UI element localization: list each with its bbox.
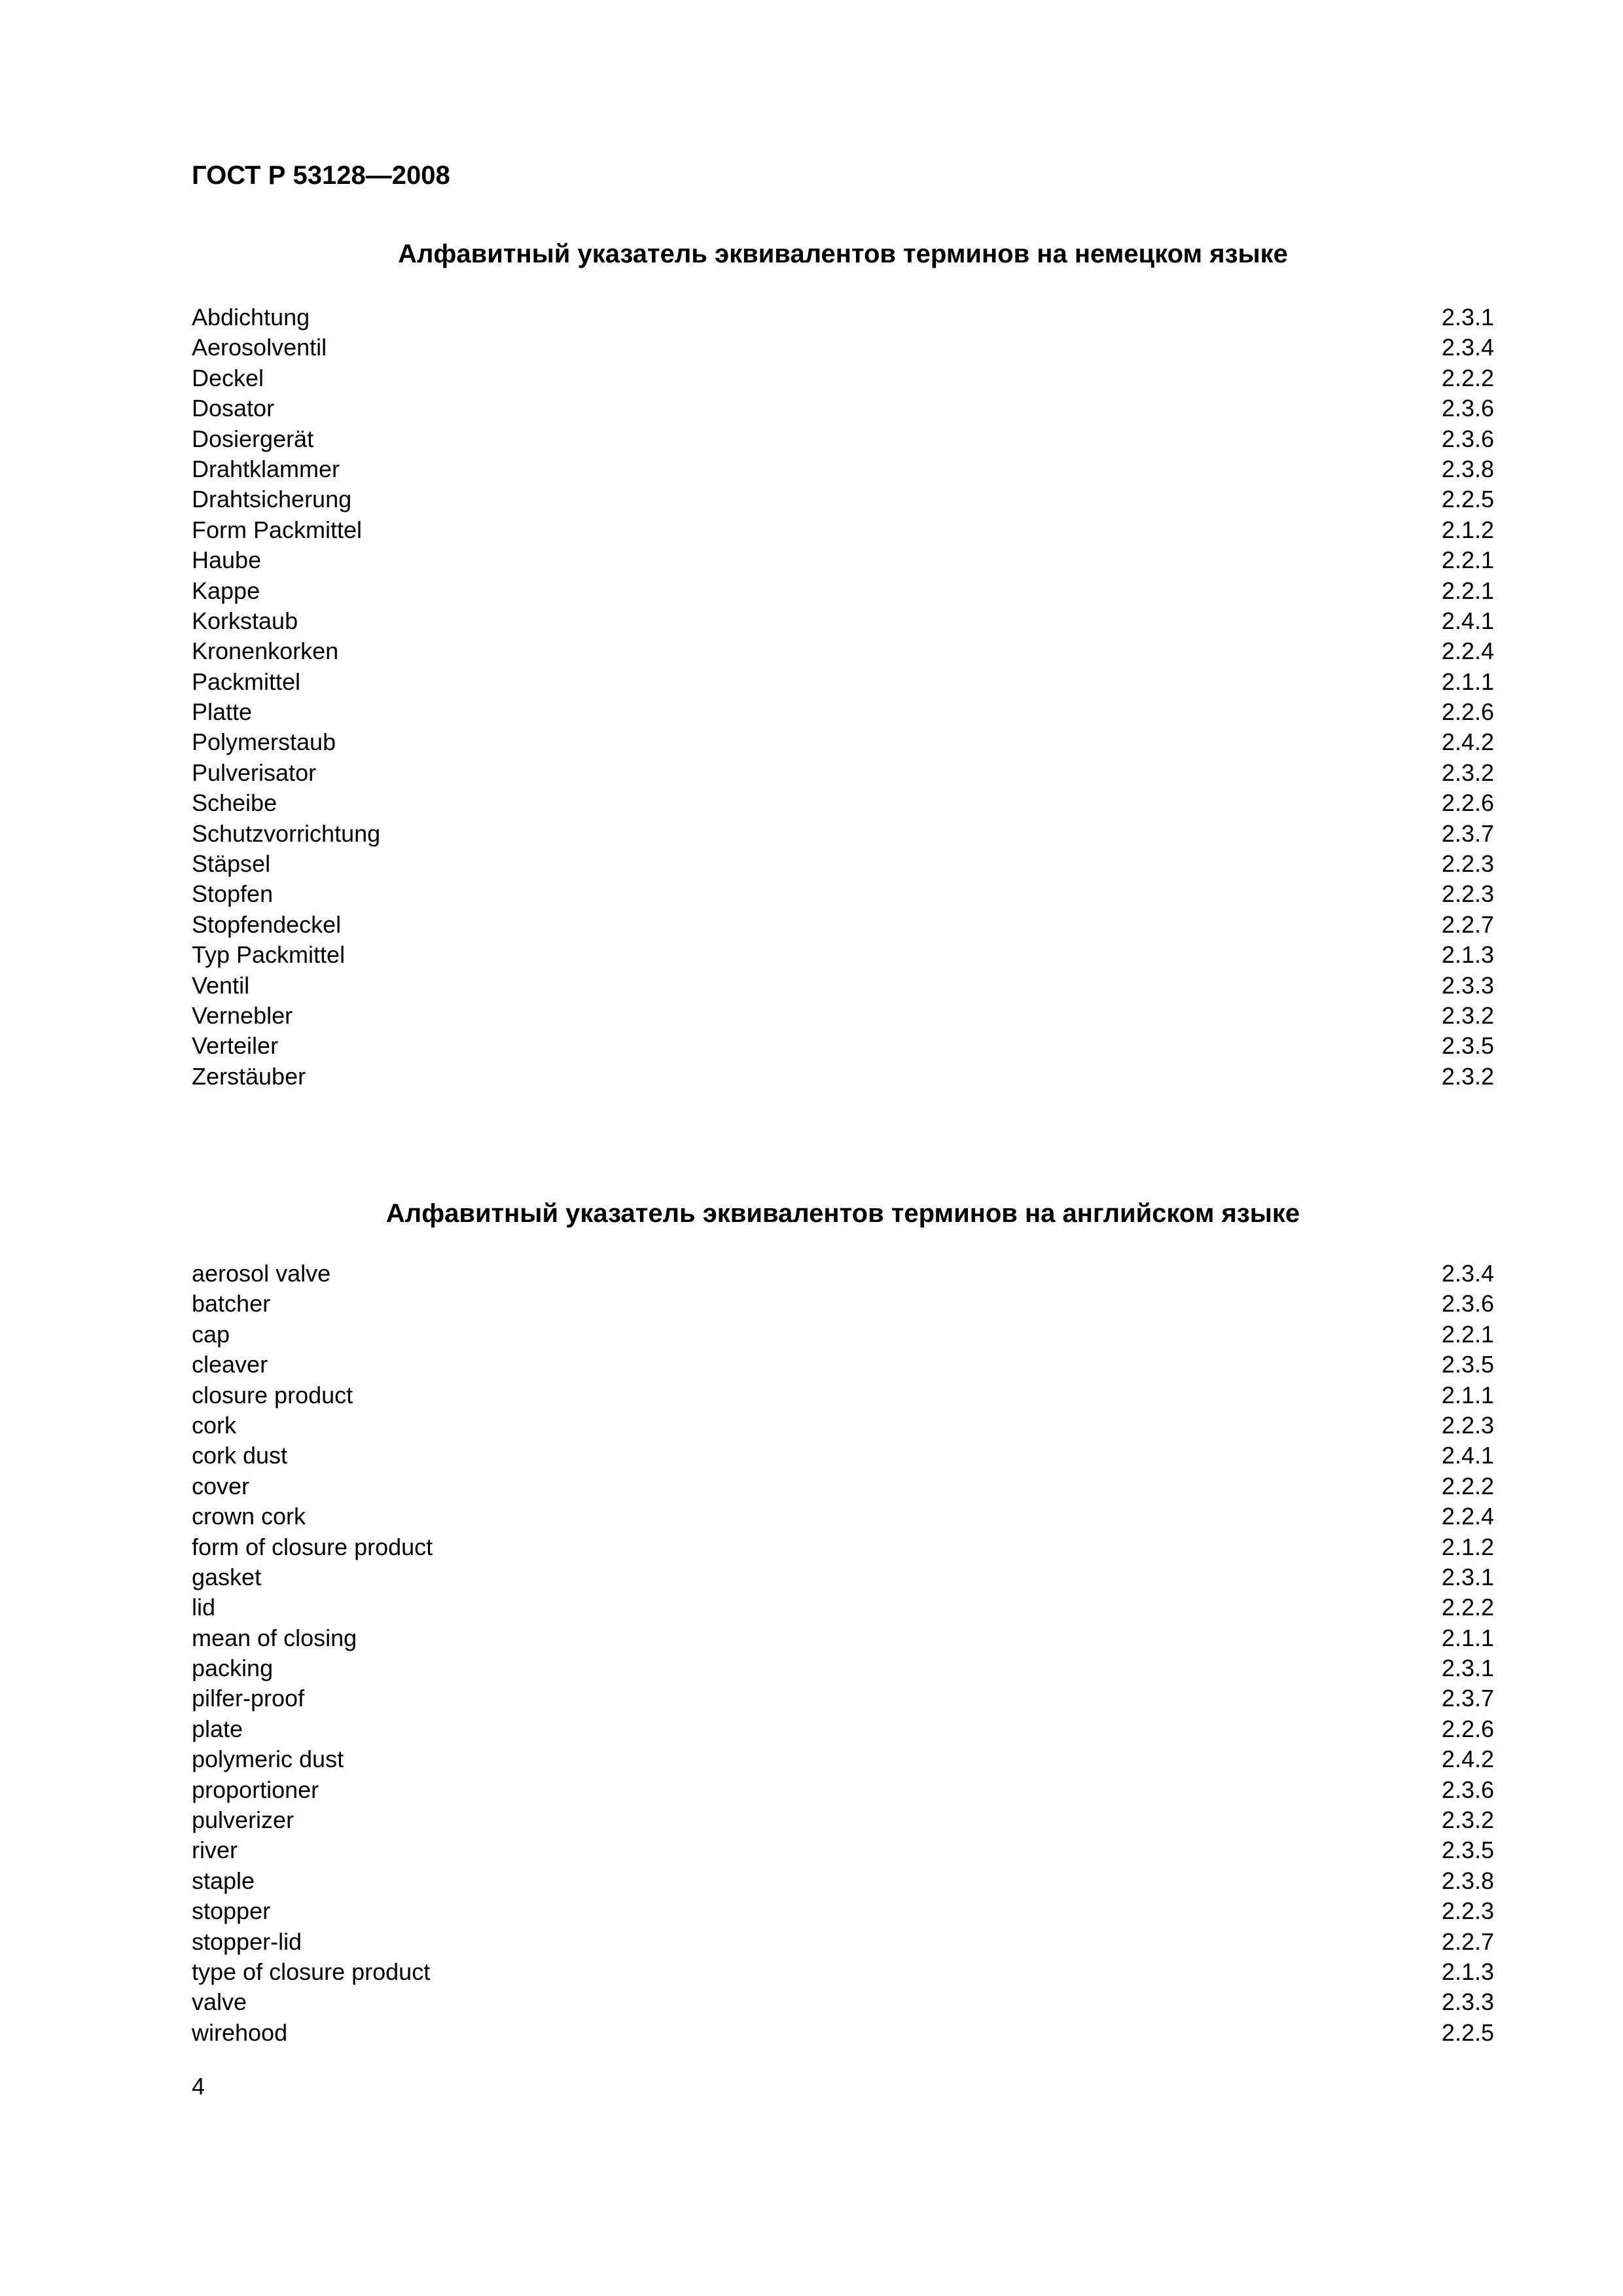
index-term: pulverizer <box>192 1806 294 1834</box>
index-term: Schutzvorrichtung <box>192 819 381 847</box>
index-reference: 2.4.1 <box>1441 607 1494 634</box>
index-reference: 2.3.1 <box>1441 1563 1494 1590</box>
index-reference: 2.4.2 <box>1441 728 1494 756</box>
index-entry <box>192 879 1494 909</box>
index-entry <box>192 1259 1494 1289</box>
index-term: type of closure product <box>192 1958 431 1985</box>
index-entry <box>192 667 1494 697</box>
index-entry <box>192 1987 1494 2017</box>
index-term: polymeric dust <box>192 1746 344 1773</box>
index-entry <box>192 606 1494 636</box>
index-reference: 2.3.7 <box>1441 819 1494 847</box>
index-reference: 2.1.1 <box>1441 668 1494 695</box>
index-entry <box>192 424 1494 454</box>
index-reference: 2.1.1 <box>1441 1381 1494 1408</box>
english-index-title: Алфавитный указатель эквивалентов терминов на английском языке <box>385 1199 1300 1228</box>
index-term: gasket <box>192 1563 262 1590</box>
index-entry <box>192 1441 1494 1471</box>
index-entry <box>192 971 1494 1001</box>
index-reference: 2.2.2 <box>1441 364 1494 391</box>
index-term: cleaver <box>192 1351 268 1378</box>
index-entry <box>192 849 1494 879</box>
index-reference: 2.1.2 <box>1441 1533 1494 1560</box>
index-reference: 2.2.3 <box>1441 1897 1494 1925</box>
index-term: Vernebler <box>192 1001 293 1029</box>
index-entry <box>192 1471 1494 1501</box>
index-term: Stäpsel <box>192 850 271 878</box>
index-term: Korkstaub <box>192 607 298 634</box>
index-entry <box>192 332 1494 363</box>
index-term: form of closure product <box>192 1533 433 1560</box>
index-reference: 2.2.3 <box>1441 1411 1494 1439</box>
index-term: Drahtsicherung <box>192 486 352 513</box>
index-term: aerosol valve <box>192 1260 331 1287</box>
index-reference: 2.3.8 <box>1441 1867 1494 1894</box>
index-reference: 2.2.4 <box>1441 637 1494 665</box>
index-entry <box>192 1927 1494 1957</box>
index-reference: 2.2.1 <box>1441 577 1494 604</box>
index-term: Dosiergerät <box>192 425 314 452</box>
index-entry <box>192 1001 1494 1031</box>
index-reference: 2.3.6 <box>1441 395 1494 422</box>
index-term: Form Packmittel <box>192 516 363 543</box>
index-reference: 2.3.5 <box>1441 1351 1494 1378</box>
index-entry <box>192 363 1494 393</box>
index-term: Abdichtung <box>192 304 310 331</box>
index-reference: 2.2.5 <box>1441 486 1494 513</box>
index-entry <box>192 1350 1494 1380</box>
index-entry <box>192 1562 1494 1592</box>
index-reference: 2.2.1 <box>1441 547 1494 574</box>
index-entry <box>192 1410 1494 1441</box>
index-entry <box>192 1501 1494 1532</box>
index-reference: 2.3.2 <box>1441 759 1494 786</box>
index-term: Pulverisator <box>192 759 317 786</box>
german-index-title: Алфавитный указатель эквивалентов терминов на немецком языке <box>398 240 1288 268</box>
index-term: Kappe <box>192 577 260 604</box>
index-term: Aerosolventil <box>192 334 327 361</box>
index-reference: 2.3.6 <box>1441 425 1494 452</box>
index-entry <box>192 788 1494 818</box>
index-entry <box>192 393 1494 423</box>
index-entry <box>192 515 1494 545</box>
index-entry <box>192 819 1494 849</box>
index-entry <box>192 545 1494 575</box>
index-term: Haube <box>192 547 262 574</box>
index-entry <box>192 1896 1494 1926</box>
index-term: staple <box>192 1867 255 1894</box>
index-reference: 2.2.7 <box>1441 910 1494 938</box>
index-reference: 2.3.5 <box>1441 1837 1494 1864</box>
page-number: 4 <box>192 2073 205 2100</box>
index-term: Packmittel <box>192 668 301 695</box>
index-entry <box>192 484 1494 514</box>
index-entry <box>192 1623 1494 1653</box>
index-entry <box>192 940 1494 970</box>
index-entry <box>192 1319 1494 1350</box>
index-reference: 2.2.5 <box>1441 2018 1494 2046</box>
index-term: Deckel <box>192 364 264 391</box>
index-reference: 2.3.2 <box>1441 1806 1494 1834</box>
index-term: Scheibe <box>192 789 277 817</box>
index-term: crown cork <box>192 1503 306 1530</box>
index-entry <box>192 1289 1494 1319</box>
index-term: closure product <box>192 1381 353 1408</box>
index-term: lid <box>192 1594 216 1621</box>
german-index-list <box>192 302 1494 1092</box>
index-entry <box>192 1031 1494 1061</box>
english-index-list <box>192 1259 1494 2048</box>
index-reference: 2.3.1 <box>1441 1655 1494 1682</box>
index-entry <box>192 1744 1494 1774</box>
index-entry <box>192 1592 1494 1623</box>
index-term: Platte <box>192 698 253 726</box>
index-entry <box>192 1866 1494 1896</box>
index-term: Dosator <box>192 395 275 422</box>
index-term: Stopfendeckel <box>192 910 342 938</box>
index-reference: 2.2.6 <box>1441 1715 1494 1742</box>
index-reference: 2.4.1 <box>1441 1442 1494 1469</box>
index-term: Zerstäuber <box>192 1062 306 1090</box>
index-reference: 2.2.3 <box>1441 850 1494 878</box>
index-reference: 2.2.6 <box>1441 698 1494 726</box>
index-reference: 2.3.6 <box>1441 1776 1494 1803</box>
index-term: valve <box>192 1988 247 2016</box>
index-term: plate <box>192 1715 243 1742</box>
index-term: Polymerstaub <box>192 728 336 756</box>
index-term: Kronenkorken <box>192 637 339 665</box>
index-reference: 2.1.3 <box>1441 1958 1494 1985</box>
index-entry <box>192 758 1494 788</box>
index-entry <box>192 697 1494 727</box>
index-term: cap <box>192 1320 230 1348</box>
index-reference: 2.2.6 <box>1441 789 1494 817</box>
index-entry <box>192 576 1494 606</box>
index-entry <box>192 1062 1494 1092</box>
index-term: proportioner <box>192 1776 319 1803</box>
index-reference: 2.3.4 <box>1441 1260 1494 1287</box>
index-reference: 2.3.4 <box>1441 334 1494 361</box>
index-reference: 2.3.3 <box>1441 971 1494 999</box>
index-entry <box>192 727 1494 757</box>
index-entry <box>192 1835 1494 1865</box>
index-term: river <box>192 1837 238 1864</box>
index-term: batcher <box>192 1290 271 1318</box>
index-reference: 2.2.4 <box>1441 1503 1494 1530</box>
index-reference: 2.1.2 <box>1441 516 1494 543</box>
index-reference: 2.3.7 <box>1441 1685 1494 1712</box>
index-reference: 2.1.1 <box>1441 1624 1494 1651</box>
index-entry <box>192 1683 1494 1713</box>
index-reference: 2.3.6 <box>1441 1290 1494 1318</box>
index-entry <box>192 454 1494 484</box>
index-term: Verteiler <box>192 1032 279 1060</box>
index-reference: 2.2.3 <box>1441 880 1494 908</box>
index-reference: 2.3.2 <box>1441 1001 1494 1029</box>
index-reference: 2.4.2 <box>1441 1746 1494 1773</box>
index-entry <box>192 910 1494 940</box>
index-reference: 2.3.2 <box>1441 1062 1494 1090</box>
index-term: Stopfen <box>192 880 274 908</box>
index-reference: 2.1.3 <box>1441 941 1494 969</box>
index-term: Drahtklammer <box>192 455 340 482</box>
index-reference: 2.3.1 <box>1441 304 1494 331</box>
index-term: cover <box>192 1472 250 1499</box>
index-term: stopper-lid <box>192 1928 302 1955</box>
index-entry <box>192 1653 1494 1683</box>
index-entry <box>192 1714 1494 1744</box>
index-term: cork <box>192 1411 237 1439</box>
index-term: packing <box>192 1655 274 1682</box>
index-term: wirehood <box>192 2018 288 2046</box>
index-reference: 2.2.2 <box>1441 1594 1494 1621</box>
index-entry <box>192 1380 1494 1410</box>
index-entry <box>192 1775 1494 1805</box>
index-entry <box>192 1957 1494 1987</box>
index-reference: 2.2.1 <box>1441 1320 1494 1348</box>
index-term: Ventil <box>192 971 250 999</box>
index-term: cork dust <box>192 1442 288 1469</box>
index-term: Typ Packmittel <box>192 941 346 969</box>
index-reference: 2.3.3 <box>1441 1988 1494 2016</box>
document-header: ГОСТ Р 53128—2008 <box>192 161 450 190</box>
index-entry <box>192 636 1494 666</box>
index-reference: 2.3.8 <box>1441 455 1494 482</box>
index-reference: 2.2.7 <box>1441 1928 1494 1955</box>
index-entry <box>192 1805 1494 1835</box>
index-entry <box>192 302 1494 332</box>
index-reference: 2.2.2 <box>1441 1472 1494 1499</box>
index-term: mean of closing <box>192 1624 357 1651</box>
index-entry <box>192 1532 1494 1562</box>
index-term: stopper <box>192 1897 271 1925</box>
index-reference: 2.3.5 <box>1441 1032 1494 1060</box>
index-entry <box>192 2018 1494 2048</box>
index-term: pilfer-proof <box>192 1685 305 1712</box>
